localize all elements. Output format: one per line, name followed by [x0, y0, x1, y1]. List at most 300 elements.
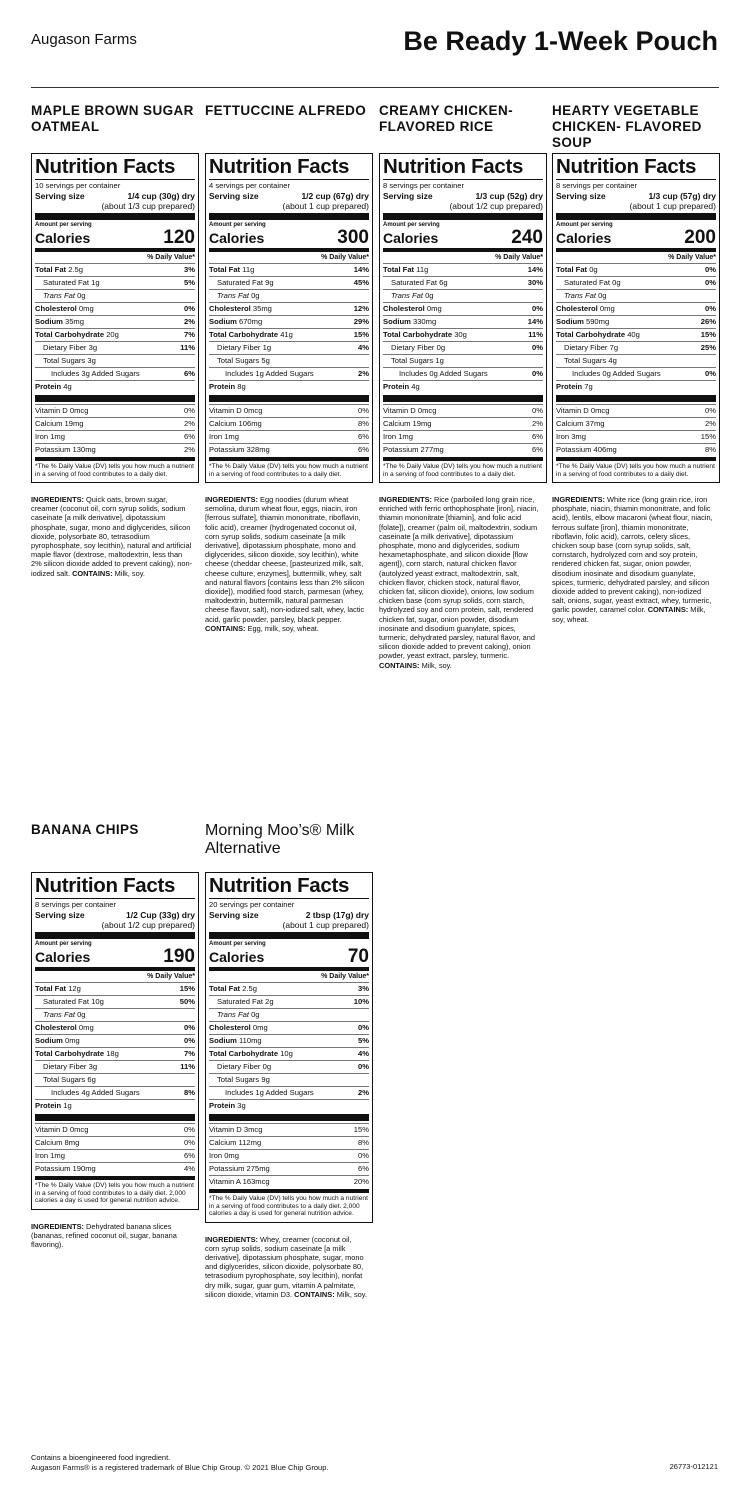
- nutrient-daily-value: 3%: [184, 265, 195, 274]
- vitamin-daily-value: 8%: [358, 419, 369, 428]
- vitamin-row: [383, 443, 543, 456]
- divider-thick: [556, 395, 716, 402]
- nutrient-label: Includes: [572, 369, 601, 378]
- nutrient-row: [383, 302, 543, 315]
- nutrient-text: [209, 1036, 262, 1046]
- serving-size-value: 1/2 Cup (33g) dry: [126, 910, 195, 920]
- calories-row: [383, 229, 543, 247]
- nutrient-label: Sodium: [35, 317, 63, 326]
- nutrient-amount: 4g: [63, 382, 72, 391]
- nutrient-amount: 7g: [609, 343, 619, 352]
- nutrient-row: [35, 315, 195, 328]
- nutrient-text: [35, 984, 81, 994]
- ingredients-block: [205, 495, 367, 633]
- divider-thick: [383, 213, 543, 220]
- nutrient-daily-value: 7%: [184, 1049, 195, 1058]
- divider-medium: [35, 967, 195, 971]
- nutrient-row: [209, 1034, 369, 1047]
- nutrient-daily-value: 2%: [358, 1088, 369, 1097]
- vitamin-label: Iron 1mg: [35, 432, 65, 441]
- nutrient-text: [225, 1088, 314, 1098]
- nutrient-label: Total Carbohydrate: [556, 330, 626, 339]
- nutrient-amount: 35mg: [64, 317, 84, 326]
- nutrient-text: [35, 317, 84, 327]
- nutrient-amount: 6g: [439, 278, 448, 287]
- contains-label: CONTAINS:: [379, 660, 420, 670]
- nutrient-amount: 0g: [425, 291, 434, 300]
- nutrient-amount: 0g: [612, 278, 621, 287]
- divider-thick: [209, 213, 369, 220]
- nutrient-row: [383, 354, 543, 367]
- nutrient-row: [209, 263, 369, 276]
- vitamin-label: Iron 1mg: [35, 1151, 65, 1160]
- nutrient-row: [209, 995, 369, 1008]
- nutrient-daily-value: 0%: [705, 304, 716, 313]
- vitamin-label: Iron 3mg: [556, 432, 586, 441]
- product-column: [31, 103, 199, 578]
- nutrient-daily-value: 2%: [358, 369, 369, 378]
- nutrient-label: Dietary Fiber: [43, 343, 87, 352]
- vitamin-daily-value: 0%: [184, 1125, 195, 1134]
- nutrition-facts-title: Nutrition Facts: [35, 155, 176, 178]
- divider: [556, 179, 716, 180]
- nutrient-amount: 6g: [87, 1075, 96, 1084]
- nutrient-row: [209, 1086, 369, 1099]
- vitamin-label: Iron 1mg: [383, 432, 413, 441]
- nutrient-label: Dietary Fiber: [391, 343, 435, 352]
- nutrient-label: Protein: [209, 382, 236, 391]
- daily-value-header: % Daily Value*: [495, 254, 543, 261]
- contains-label: CONTAINS:: [72, 568, 113, 578]
- ingredients-label: INGREDIENTS:: [379, 495, 432, 504]
- nutrient-daily-value: 0%: [532, 304, 543, 313]
- nutrient-text: [564, 278, 621, 288]
- nutrient-row: [35, 1060, 195, 1073]
- servings-per-container: 10 servings per container: [35, 181, 121, 190]
- daily-value-footnote: *The % Daily Value (DV) tells you how much a nutrient in a serving of food contributes to a daily diet. 2,000 calories a day is used for general nutrition advice.: [35, 1182, 194, 1204]
- nutrient-label: Cholesterol: [209, 304, 251, 313]
- contains-label: CONTAINS:: [294, 1289, 335, 1299]
- nutrient-amount: 5g: [261, 356, 270, 365]
- vitamin-row: [383, 404, 543, 417]
- calories-row: [35, 948, 195, 966]
- nutrient-text: [35, 1049, 119, 1059]
- nutrient-label: Trans Fat: [43, 1010, 75, 1019]
- vitamin-row: [556, 417, 716, 430]
- nutrient-amount: 4g: [608, 356, 617, 365]
- vitamin-daily-value: 6%: [358, 432, 369, 441]
- brand-name: Augason Farms: [31, 31, 137, 48]
- servings-per-container: 20 servings per container: [209, 900, 295, 909]
- calories-row: [209, 229, 369, 247]
- calories-row: [35, 229, 195, 247]
- nutrient-amount: 1g: [63, 1101, 72, 1110]
- nutrient-amount: 0mg: [426, 304, 442, 313]
- nutrient-label: Dietary Fiber: [217, 343, 261, 352]
- vitamin-label: Vitamin D 0mcg: [556, 406, 610, 415]
- nutrient-row: [209, 1060, 369, 1073]
- vitamin-row: [209, 430, 369, 443]
- nutrient-amount: 30g: [454, 330, 467, 339]
- divider-medium: [35, 1176, 195, 1180]
- nutrient-amount: 590mg: [585, 317, 610, 326]
- nutrition-facts-title: Nutrition Facts: [209, 874, 350, 897]
- nutrient-row: [209, 354, 369, 367]
- calories-value: 120: [163, 227, 195, 248]
- product-name: Morning Moo’s® Milk Alternative: [205, 822, 355, 857]
- calories-row: [556, 229, 716, 247]
- nutrient-daily-value: 7%: [184, 330, 195, 339]
- nutrient-text: [209, 1101, 246, 1111]
- serving-prepared: (about 1 cup prepared): [282, 201, 369, 211]
- nutrient-amount: 0g Added Sugars: [602, 369, 661, 378]
- nutrient-row: [209, 289, 369, 302]
- vitamin-row: [209, 404, 369, 417]
- nutrition-facts-panel: [205, 153, 373, 483]
- divider-medium: [35, 457, 195, 461]
- nutrient-row: [35, 341, 195, 354]
- daily-value-header: % Daily Value*: [147, 973, 195, 980]
- serving-size-row: [35, 191, 195, 201]
- product-column: [205, 103, 373, 633]
- nutrient-row: [209, 1047, 369, 1060]
- nutrient-text: [383, 265, 428, 275]
- contains-text: Milk, soy.: [114, 568, 145, 578]
- nutrient-row: [35, 1073, 195, 1086]
- nutrient-amount: 0mg: [78, 1023, 94, 1032]
- nutrient-text: [43, 997, 104, 1007]
- ingredients-text: Whey, creamer (coconut oil, corn syrup solids, sodium caseinate [a milk derivative], dipotassium phosphate, sugar, mono and diglycerides, silicon dioxide, polysorbate 80, tetrasodium pyrophosphate, soy lecithin), nonfat dry milk, sugar, guar gum, vitamin A palmitate, silicon dioxide, vitamin D3.: [205, 1234, 364, 1299]
- nutrient-row: [35, 354, 195, 367]
- nutrient-row: [556, 328, 716, 341]
- vitamin-row: [209, 1175, 369, 1188]
- nutrient-row: [209, 367, 369, 380]
- ingredients-text: White rice (long grain rice, iron phosphate, niacin, thiamin mononitrate, and folic acid), lentils, elbow macaroni (wheat flour, niacin, ferrous sulfate [iron], thiamin mononitrate, riboflavin, folic acid), carrots, celery slices, chicken soup base (corn syrup solids, salt, cornstarch, hydrolyzed corn and soy protein, rendered chicken fat, sugar, onion powder, disodium inosinate and disodium guanylate, spices, turmeric, dehydrated parsley, and silicon dioxide added to prevent caking), non-iodized salt, onions, sugar, yeast extract, whey, turmeric, garlic powder, caramel color.: [552, 495, 713, 615]
- nutrient-row: [35, 995, 195, 1008]
- nutrient-amount: 4g: [411, 382, 420, 391]
- nutrient-daily-value: 15%: [700, 330, 716, 339]
- nutrient-label: Protein: [209, 1101, 236, 1110]
- divider-medium: [556, 457, 716, 461]
- nutrient-label: Cholesterol: [556, 304, 598, 313]
- nutrient-label: Cholesterol: [35, 1023, 77, 1032]
- nutrient-row: [35, 289, 195, 302]
- nutrient-daily-value: 30%: [527, 278, 543, 287]
- nutrient-amount: 0mg: [252, 1023, 268, 1032]
- amount-per-serving: Amount per serving: [35, 941, 92, 947]
- nutrient-daily-value: 50%: [179, 997, 195, 1006]
- vitamin-row: [556, 443, 716, 456]
- nutrient-text: [35, 330, 119, 340]
- ingredients-label: INGREDIENTS:: [31, 1221, 84, 1231]
- vitamin-row: [383, 430, 543, 443]
- nutrient-text: [209, 317, 262, 327]
- nutrient-text: [391, 356, 444, 366]
- divider-thick: [209, 1114, 369, 1121]
- nutrient-daily-value: 0%: [705, 278, 716, 287]
- vitamin-row: [35, 1162, 195, 1175]
- nutrient-text: [391, 278, 448, 288]
- nutrient-row: [556, 315, 716, 328]
- nutrient-amount: 2.5g: [242, 984, 257, 993]
- nutrient-daily-value: 26%: [700, 317, 716, 326]
- vitamin-daily-value: 8%: [705, 445, 716, 454]
- nutrient-amount: 0g: [589, 265, 598, 274]
- nutrient-amount: 0g: [436, 343, 446, 352]
- nutrition-facts-panel: [31, 153, 199, 483]
- nutrient-text: [209, 984, 257, 994]
- nutrient-daily-value: 5%: [358, 1036, 369, 1045]
- nutrition-facts-panel: [31, 872, 199, 1210]
- nutrient-label: Saturated Fat: [391, 278, 438, 287]
- nutrient-label: Sodium: [209, 1036, 237, 1045]
- header-divider: [31, 87, 719, 88]
- vitamin-row: [35, 404, 195, 417]
- nutrient-daily-value: 0%: [532, 343, 543, 352]
- divider-medium: [209, 967, 369, 971]
- contains-text: Milk, soy.: [421, 660, 452, 670]
- nutrient-daily-value: 12%: [353, 304, 369, 313]
- nutrient-text: [51, 369, 140, 379]
- serving-size-label: Serving size: [383, 191, 433, 201]
- serving-prepared: (about 1/2 cup prepared): [101, 920, 195, 930]
- nutrient-label: Total Fat: [556, 265, 588, 274]
- nutrient-row: [383, 367, 543, 380]
- nutrient-amount: 1g Added Sugars: [255, 1088, 314, 1097]
- vitamin-row: [209, 1149, 369, 1162]
- nutrient-label: Total Carbohydrate: [35, 330, 105, 339]
- nutrient-label: Saturated Fat: [43, 997, 90, 1006]
- nutrient-text: [209, 330, 293, 340]
- nutrient-text: [43, 1075, 96, 1085]
- nutrient-text: [43, 1010, 86, 1020]
- nutrient-amount: 0g Added Sugars: [429, 369, 488, 378]
- nutrient-text: [391, 291, 434, 301]
- divider-medium: [383, 248, 543, 252]
- divider-medium: [209, 1189, 369, 1193]
- serving-size-row: [383, 191, 543, 201]
- nutrient-row: [35, 1047, 195, 1060]
- nutrient-text: [209, 1023, 268, 1033]
- nutrient-amount: 0g: [77, 291, 86, 300]
- product-column: [552, 103, 720, 624]
- nutrient-amount: 9g: [261, 1075, 270, 1084]
- nutrient-row: [383, 315, 543, 328]
- nutrient-label: Saturated Fat: [564, 278, 611, 287]
- vitamin-daily-value: 2%: [705, 419, 716, 428]
- nutrient-row: [209, 1099, 369, 1112]
- nutrient-row: [383, 341, 543, 354]
- nutrient-daily-value: 0%: [184, 304, 195, 313]
- divider-thick: [209, 932, 369, 939]
- nutrient-text: [43, 1062, 97, 1072]
- nutrient-text: [51, 1088, 140, 1098]
- vitamin-daily-value: 6%: [532, 432, 543, 441]
- nutrient-row: [209, 1073, 369, 1086]
- nutrient-amount: 3g: [88, 343, 98, 352]
- nutrient-amount: 0g: [262, 1062, 272, 1071]
- product-column: [205, 822, 373, 1299]
- product-column: [379, 103, 547, 670]
- serving-size-row: [209, 191, 369, 201]
- nutrient-amount: 0mg: [78, 304, 94, 313]
- calories-label: Calories: [35, 949, 91, 965]
- calories-value: 300: [337, 227, 369, 248]
- vitamin-label: Calcium 106mg: [209, 419, 262, 428]
- nutrient-text: [35, 382, 72, 392]
- nutrient-label: Total Carbohydrate: [383, 330, 453, 339]
- nutrient-daily-value: 29%: [353, 317, 369, 326]
- nutrient-row: [383, 328, 543, 341]
- nutrient-label: Includes: [225, 1088, 254, 1097]
- divider-thick: [209, 395, 369, 402]
- nutrient-text: [217, 997, 274, 1007]
- nutrient-text: [35, 1023, 94, 1033]
- nutrient-row: [35, 1086, 195, 1099]
- serving-size-row: [35, 910, 195, 920]
- vitamin-row: [209, 417, 369, 430]
- nutrient-row: [556, 263, 716, 276]
- daily-value-footnote: *The % Daily Value (DV) tells you how much a nutrient in a serving of food contributes to a daily diet. 2,000 calories a day is used for general nutrition advice.: [209, 1195, 368, 1217]
- nutrition-facts-panel: [205, 872, 373, 1223]
- nutrient-amount: 3g: [88, 1062, 98, 1071]
- vitamin-daily-value: 2%: [184, 419, 195, 428]
- nutrient-label: Cholesterol: [209, 1023, 251, 1032]
- vitamin-daily-value: 0%: [532, 406, 543, 415]
- nutrient-text: [217, 1075, 270, 1085]
- nutrient-row: [209, 315, 369, 328]
- nutrient-label: Trans Fat: [217, 1010, 249, 1019]
- nutrient-text: [35, 1101, 72, 1111]
- nutrient-text: [383, 330, 467, 340]
- nutrient-daily-value: 25%: [700, 343, 716, 352]
- nutrient-label: Trans Fat: [391, 291, 423, 300]
- daily-value-footnote: *The % Daily Value (DV) tells you how much a nutrient in a serving of food contributes to a daily diet.: [383, 463, 542, 478]
- vitamin-label: Calcium 19mg: [35, 419, 84, 428]
- nutrient-daily-value: 11%: [528, 330, 543, 339]
- vitamin-row: [35, 430, 195, 443]
- product-code: 26773-012121: [669, 1462, 718, 1471]
- product-name: BANANA CHIPS: [31, 822, 139, 837]
- vitamin-row: [35, 417, 195, 430]
- nutrient-label: Cholesterol: [35, 304, 77, 313]
- nutrient-daily-value: 14%: [353, 265, 369, 274]
- ingredients-label: INGREDIENTS:: [552, 495, 605, 504]
- daily-value-header: % Daily Value*: [321, 254, 369, 261]
- serving-prepared: (about 1/3 cup prepared): [101, 201, 195, 211]
- serving-size-label: Serving size: [556, 191, 606, 201]
- nutrient-row: [209, 328, 369, 341]
- nutrient-daily-value: 0%: [184, 1023, 195, 1032]
- vitamin-label: Vitamin D 0mcg: [209, 406, 263, 415]
- ingredients-block: [205, 1235, 367, 1299]
- calories-label: Calories: [556, 230, 612, 246]
- nutrient-text: [564, 343, 618, 353]
- nutrient-label: Saturated Fat: [217, 997, 264, 1006]
- vitamin-label: Potassium 275mg: [209, 1164, 270, 1173]
- serving-size-row: [209, 910, 369, 920]
- nutrient-daily-value: 14%: [527, 265, 543, 274]
- nutrition-facts-title: Nutrition Facts: [383, 155, 524, 178]
- nutrient-row: [383, 289, 543, 302]
- nutrient-row: [209, 380, 369, 393]
- nutrient-row: [383, 263, 543, 276]
- amount-per-serving: Amount per serving: [209, 222, 266, 228]
- vitamin-row: [556, 404, 716, 417]
- nutrient-amount: 20g: [106, 330, 119, 339]
- nutrient-label: Total Fat: [383, 265, 415, 274]
- nutrient-label: Total Carbohydrate: [35, 1049, 105, 1058]
- nutrient-text: [35, 265, 83, 275]
- nutrient-daily-value: 10%: [353, 997, 369, 1006]
- ingredients-label: INGREDIENTS:: [31, 495, 84, 504]
- ingredients-label: INGREDIENTS:: [205, 1234, 258, 1244]
- vitamin-row: [209, 1162, 369, 1175]
- vitamin-row: [383, 417, 543, 430]
- nutrient-amount: 2g: [265, 997, 274, 1006]
- vitamin-daily-value: 0%: [358, 1151, 369, 1160]
- nutrient-amount: 10g: [280, 1049, 293, 1058]
- daily-value-header: % Daily Value*: [668, 254, 716, 261]
- serving-prepared: (about 1 cup prepared): [282, 920, 369, 930]
- nutrient-label: Includes: [51, 369, 80, 378]
- nutrient-daily-value: 0%: [705, 369, 716, 378]
- nutrient-label: Sodium: [35, 1036, 63, 1045]
- vitamin-label: Calcium 19mg: [383, 419, 432, 428]
- nutrient-daily-value: 11%: [180, 1062, 195, 1071]
- product-column: [31, 822, 199, 1249]
- nutrient-daily-value: 0%: [184, 1036, 195, 1045]
- nutrient-row: [383, 380, 543, 393]
- divider-thick: [35, 1114, 195, 1121]
- divider: [209, 898, 369, 899]
- serving-size-label: Serving size: [209, 910, 259, 920]
- contains-label: CONTAINS:: [647, 605, 689, 615]
- nutrient-text: [209, 1049, 293, 1059]
- nutrient-label: Protein: [556, 382, 583, 391]
- nutrient-daily-value: 15%: [179, 984, 195, 993]
- nutrient-amount: 1g: [262, 343, 272, 352]
- nutrient-label: Saturated Fat: [43, 278, 90, 287]
- nutrient-row: [35, 302, 195, 315]
- vitamin-label: Calcium 112mg: [209, 1138, 262, 1147]
- nutrition-facts-panel: [379, 153, 547, 483]
- nutrient-amount: 0mg: [64, 1036, 80, 1045]
- nutrient-label: Total Sugars: [217, 356, 260, 365]
- vitamin-label: Vitamin A 163mcg: [209, 1177, 270, 1186]
- vitamin-daily-value: 2%: [184, 445, 195, 454]
- nutrient-text: [572, 369, 661, 379]
- nutrient-row: [35, 276, 195, 289]
- nutrient-row: [35, 1008, 195, 1021]
- vitamin-label: Vitamin D 3mcg: [209, 1125, 263, 1134]
- serving-size-row: [556, 191, 716, 201]
- nutrient-amount: 1g: [91, 278, 100, 287]
- vitamin-daily-value: 6%: [358, 445, 369, 454]
- nutrition-facts-title: Nutrition Facts: [556, 155, 697, 178]
- nutrient-text: [209, 304, 272, 314]
- nutrient-daily-value: 11%: [180, 343, 195, 352]
- nutrient-text: [564, 356, 617, 366]
- nutrient-amount: 670mg: [238, 317, 263, 326]
- nutrient-amount: 3g Added Sugars: [81, 369, 140, 378]
- vitamin-daily-value: 0%: [358, 406, 369, 415]
- product-name: HEARTY VEGETABLE CHICKEN- FLAVORED SOUP: [552, 103, 702, 150]
- nutrient-daily-value: 0%: [532, 369, 543, 378]
- calories-value: 190: [163, 946, 195, 967]
- nutrient-amount: 35mg: [252, 304, 272, 313]
- nutrient-row: [35, 367, 195, 380]
